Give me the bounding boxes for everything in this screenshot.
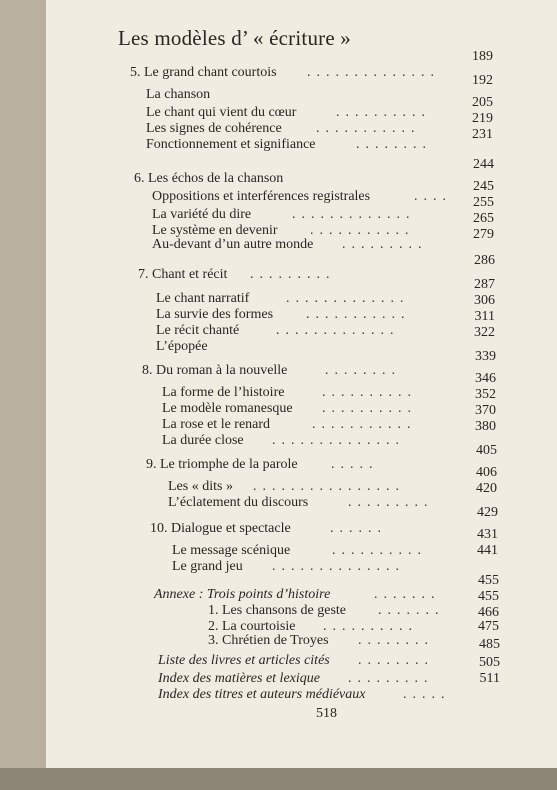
toc-annex-item: 3. Chrétien de Troyes ........ xyxy=(208,633,434,648)
entry-text: La forme de l’histoire xyxy=(162,385,285,400)
toc-chapter: 7. Chant et récit ......... xyxy=(138,267,336,282)
toc-index: Index des titres et auteurs médiévaux ..... xyxy=(158,687,451,702)
entry-text: Annexe : Trois points d’histoire xyxy=(154,587,331,602)
page-number: 346 xyxy=(475,371,496,386)
toc-section: Les « dits » ................ xyxy=(168,479,405,494)
toc-annex-item: 2. La courtoisie .......... xyxy=(208,619,418,634)
toc-chapter xyxy=(134,170,334,188)
entry-text: 6. Les échos de la chanson xyxy=(134,171,284,186)
entry-text: Le message scénique xyxy=(172,543,291,558)
entry-text: L’éclatement du discours xyxy=(168,495,309,510)
toc-section: Fonctionnement et signifiance ........ xyxy=(146,137,432,152)
entry-text: La chanson xyxy=(146,87,211,102)
toc-section: L’éclatement du discours ......... xyxy=(168,495,434,510)
page-number: 286 xyxy=(474,253,495,268)
toc-annex: Annexe : Trois points d’histoire ....... xyxy=(154,587,441,602)
toc-chapter: 10. Dialogue et spectacle ...... xyxy=(150,521,387,536)
entry-text: La durée close xyxy=(162,433,244,448)
entry-text: Les « dits » xyxy=(168,479,233,494)
toc-section: Le chant qui vient du cœur .......... xyxy=(146,105,431,120)
page-number: 455 xyxy=(478,573,499,588)
toc-section xyxy=(146,86,476,104)
page-number: 405 xyxy=(476,443,497,458)
toc-chapter: 8. Du roman à la nouvelle ........ xyxy=(142,363,401,378)
entry-text: 1. Les chansons de geste xyxy=(208,603,347,618)
page-number: 352 xyxy=(475,387,496,402)
toc-section: La survie des formes ........... xyxy=(156,307,411,322)
page-number: 322 xyxy=(474,325,495,340)
page-number: 244 xyxy=(473,157,494,172)
toc-chapter: 5. Le grand chant courtois .............. xyxy=(130,65,440,80)
toc-section xyxy=(156,338,486,356)
page-number: 420 xyxy=(476,481,497,496)
toc-section: Au-devant d’un autre monde ......... xyxy=(152,237,428,252)
page-number: 505 xyxy=(479,655,500,670)
page-number: 245 xyxy=(473,179,494,194)
entry-text: 2. La courtoisie xyxy=(208,619,296,634)
page-number: 485 xyxy=(479,637,500,652)
page-number: 306 xyxy=(474,293,495,308)
page-number: 429 xyxy=(477,505,498,520)
entry-text: Au-devant d’un autre monde xyxy=(152,237,314,252)
entry-text: 7. Chant et récit xyxy=(138,267,228,282)
page-number: 431 xyxy=(477,527,498,542)
page-number: 311 xyxy=(474,309,495,324)
page-number: 279 xyxy=(473,227,494,242)
toc-section: Le grand jeu .............. xyxy=(172,559,405,574)
toc-section: Le chant narratif ............. xyxy=(156,291,410,306)
entry-text: Les signes de cohérence xyxy=(146,121,282,136)
page-number: 287 xyxy=(474,277,495,292)
page-number: 370 xyxy=(475,403,496,418)
page-number: 406 xyxy=(476,465,497,480)
entry-text: 5. Le grand chant courtois xyxy=(130,65,277,80)
page-number: 192 xyxy=(472,73,493,88)
entry-text: La variété du dire xyxy=(152,207,252,222)
toc-section: La durée close .............. xyxy=(162,433,405,448)
toc-section: Oppositions et interférences registrales .... xyxy=(152,189,452,204)
toc-annex-item: 1. Les chansons de geste ....... xyxy=(208,603,445,618)
entry-text: 8. Du roman à la nouvelle xyxy=(142,363,288,378)
page-number: 231 xyxy=(472,127,493,142)
toc-chapter: 9. Le triomphe de la parole ..... xyxy=(146,457,379,472)
entry-text: L’épopée xyxy=(156,339,208,354)
entry-text: Le modèle romanesque xyxy=(162,401,293,416)
entry-text: Fonctionnement et signifiance xyxy=(146,137,316,152)
toc-section: Le message scénique .......... xyxy=(172,543,427,558)
page-number: 205 xyxy=(472,95,493,110)
toc-section: Le modèle romanesque .......... xyxy=(162,401,417,416)
toc-section: Le récit chanté ............. xyxy=(156,323,400,338)
page-number: 466 xyxy=(478,605,499,620)
entry-text: Liste des livres et articles cités xyxy=(158,653,330,668)
entry-text: 9. Le triomphe de la parole xyxy=(146,457,298,472)
toc-section: La variété du dire ............. xyxy=(152,207,416,222)
entry-text: Le chant narratif xyxy=(156,291,250,306)
book-page xyxy=(46,0,557,768)
page-number: 380 xyxy=(475,419,496,434)
entry-text: 3. Chrétien de Troyes xyxy=(208,633,329,648)
entry-text: Le récit chanté xyxy=(156,323,240,338)
background-surface xyxy=(0,768,557,790)
page-number: 189 xyxy=(472,49,493,64)
entry-text: 10. Dialogue et spectacle xyxy=(150,521,291,536)
toc-index: Index des matières et lexique ......... xyxy=(158,671,434,686)
entry-text: Oppositions et interférences registrales xyxy=(152,189,371,204)
entry-text: Index des titres et auteurs médiévaux xyxy=(158,687,366,702)
page-title: Les modèles d’ « écriture » xyxy=(118,26,352,50)
toc-section: La rose et le renard ........... xyxy=(162,417,417,432)
page-number: 511 xyxy=(479,671,500,686)
entry-text: Le chant qui vient du cœur xyxy=(146,105,297,120)
folio-number: 518 xyxy=(316,706,337,721)
toc-list: Liste des livres et articles cités ........ xyxy=(158,653,434,668)
toc-section: La forme de l’histoire .......... xyxy=(162,385,417,400)
entry-text: La survie des formes xyxy=(156,307,274,322)
entry-text: Index des matières et lexique xyxy=(158,671,320,686)
toc-section: Le système en devenir ........... xyxy=(152,223,415,238)
page-number: 265 xyxy=(473,211,494,226)
page-number: 441 xyxy=(477,543,498,558)
page-number: 255 xyxy=(473,195,494,210)
page-number: 339 xyxy=(475,349,496,364)
entry-text: Le grand jeu xyxy=(172,559,243,574)
toc-section: Les signes de cohérence ........... xyxy=(146,121,421,136)
entry-text: La rose et le renard xyxy=(162,417,271,432)
page-number: 219 xyxy=(472,111,493,126)
page-number: 475 xyxy=(478,619,499,634)
entry-text: Le système en devenir xyxy=(152,223,278,238)
page-number: 455 xyxy=(478,589,499,604)
